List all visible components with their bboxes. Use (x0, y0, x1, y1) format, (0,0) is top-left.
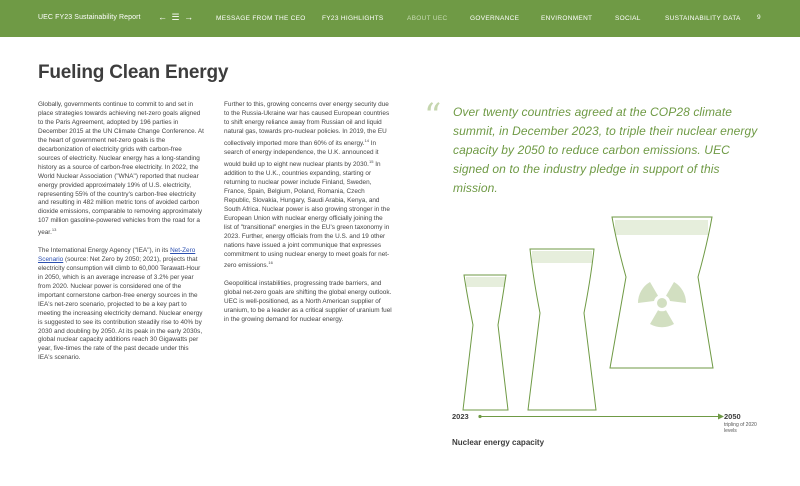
cooling-towers-illustration (440, 215, 770, 455)
nav-about-uec[interactable]: ABOUT UEC (407, 15, 448, 22)
net-zero-scenario-link[interactable]: Net-Zero Scenario (38, 246, 196, 263)
medium-tower (528, 249, 596, 410)
timeline-end-note: tripling of 2020 levels (724, 422, 757, 434)
body-column-middle (224, 101, 392, 333)
footnote-ref[interactable]: 13 (51, 227, 57, 233)
top-nav-bar (0, 0, 800, 37)
small-tower-band (466, 277, 505, 287)
small-tower (463, 275, 508, 410)
footnote-ref[interactable]: 16 (268, 260, 273, 266)
medium-tower-band (532, 251, 592, 263)
page-title: Fueling Clean Energy (38, 62, 229, 83)
paragraph: The International Energy Agency ("IEA"), in its Net-Zero Scenario (source: Net Zero by 2050; 2021), projects that electricity consumption will climb to 60,000 Terawatt-Hour in 2050, which is an average increase of 3.2% per year from 2020. Nuclear power is considered one of the important cornerstone carbon-free energy sources in the IEA's net-zero scenario, projected to be a key part to meeting the increasing electricity demand. Nuclear energy is suggested to see its contribution steadily rise to 40% by 2030 and doubling by 2050. At its peak in the early 2030s, global nuclear capacity additions reach 30 Gigawatts per year, five-times the rate of the past decade under this IEA's scenario. (38, 246, 203, 362)
timeline-start-year: 2023 (452, 412, 469, 421)
footnote-ref[interactable]: 15 (368, 158, 374, 164)
radiation-symbol-icon (638, 282, 686, 327)
nav-governance[interactable]: GOVERNANCE (470, 15, 520, 22)
pull-quote: Over twenty countries agreed at the COP28 climate summit, in December 2023, to triple their nuclear energy capacity by 2050 to reduce carbon emissions. UEC signed on to the industry pledge in support of this mission. (453, 105, 758, 195)
large-tower (610, 217, 713, 368)
page-navigation-arrows[interactable]: ← ☰ → (158, 12, 195, 22)
nav-environment[interactable]: ENVIRONMENT (541, 15, 593, 22)
nav-social[interactable]: SOCIAL (615, 15, 641, 22)
body-column-left (38, 101, 204, 372)
large-tower-band (615, 220, 708, 235)
paragraph: Globally, governments continue to commit to and set in place strategies towards achieving net-zero goals aligned to the Paris Agreement, adopted by 196 parties in December 2015 at the UN Climate Change Conference. At the heart of government net-zero goals is the decarbonization of electricity grids with carbon-free sources of electricity. Nuclear energy has a long-standing history as a source of carbon-free electricity. In 2022, the World Nuclear Association ("WNA") reported that nuclear energy provided approximately 19% of U.S. electricity, representing 55% of the country's carbon-free electricity and resulting in 482 million metric tons of avoided carbon dioxide emissions, comparable to removing approximately 107 million gasoline-powered vehicles from the road for a year.$^{13}$ (38, 101, 204, 237)
page-number: 9 (757, 14, 761, 21)
nav-sustainability-data[interactable]: SUSTAINABILITY DATA (665, 15, 741, 22)
paragraph: Further to this, growing concerns over energy security due to the Russia-Ukraine war has caused European countries to shift energy reliance away from Russian oil and liquid natural gas, towards pro-nuclear policies. In 2019, the EU collectively imported more than 60% of its energy.$^{14}$ In search of energy independence, the U.K. announced it would build up to eight new nuclear plants by 2030.15 In addition to the U.K., countries expanding, starting or returning to nuclear power include Finland, Sweden, France, Spain, Belgium, Poland, Romania, Czech Republic, Slovakia, Hungary, Saudi Arabia, Kenya, and South Africa. Nuclear power is also growing stronger in the European Union with nuclear energy officially joining the list of "transitional" energies in the EU's green taxonomy in 2023. Further, energy officials from the U.S. and 19 other nations have issued a joint communique that expresses commitment to using nuclear energy to meet goals for net-zero emissions.$^{16}$ (224, 101, 390, 270)
nav-fy23-highlights[interactable]: FY23 HIGHLIGHTS (322, 15, 384, 22)
quote-mark-icon: “ (424, 96, 442, 136)
nav-message-from-ceo[interactable]: MESSAGE FROM THE CEO (216, 15, 306, 22)
paragraph: Geopolitical instabilities, progressing trade barriers, and global net-zero goals are shifting the global energy outlook. UEC is well-positioned, as a North American supplier of uranium, to be a leader as a critical supplier of uranium fuel in the growing demand for nuclear energy. (224, 280, 392, 323)
figure-caption: Nuclear energy capacity (452, 438, 545, 447)
footnote-ref[interactable]: 14 (364, 137, 369, 143)
report-title: UEC FY23 Sustainability Report (38, 14, 141, 21)
timeline-end-year: 2050 (724, 412, 741, 421)
